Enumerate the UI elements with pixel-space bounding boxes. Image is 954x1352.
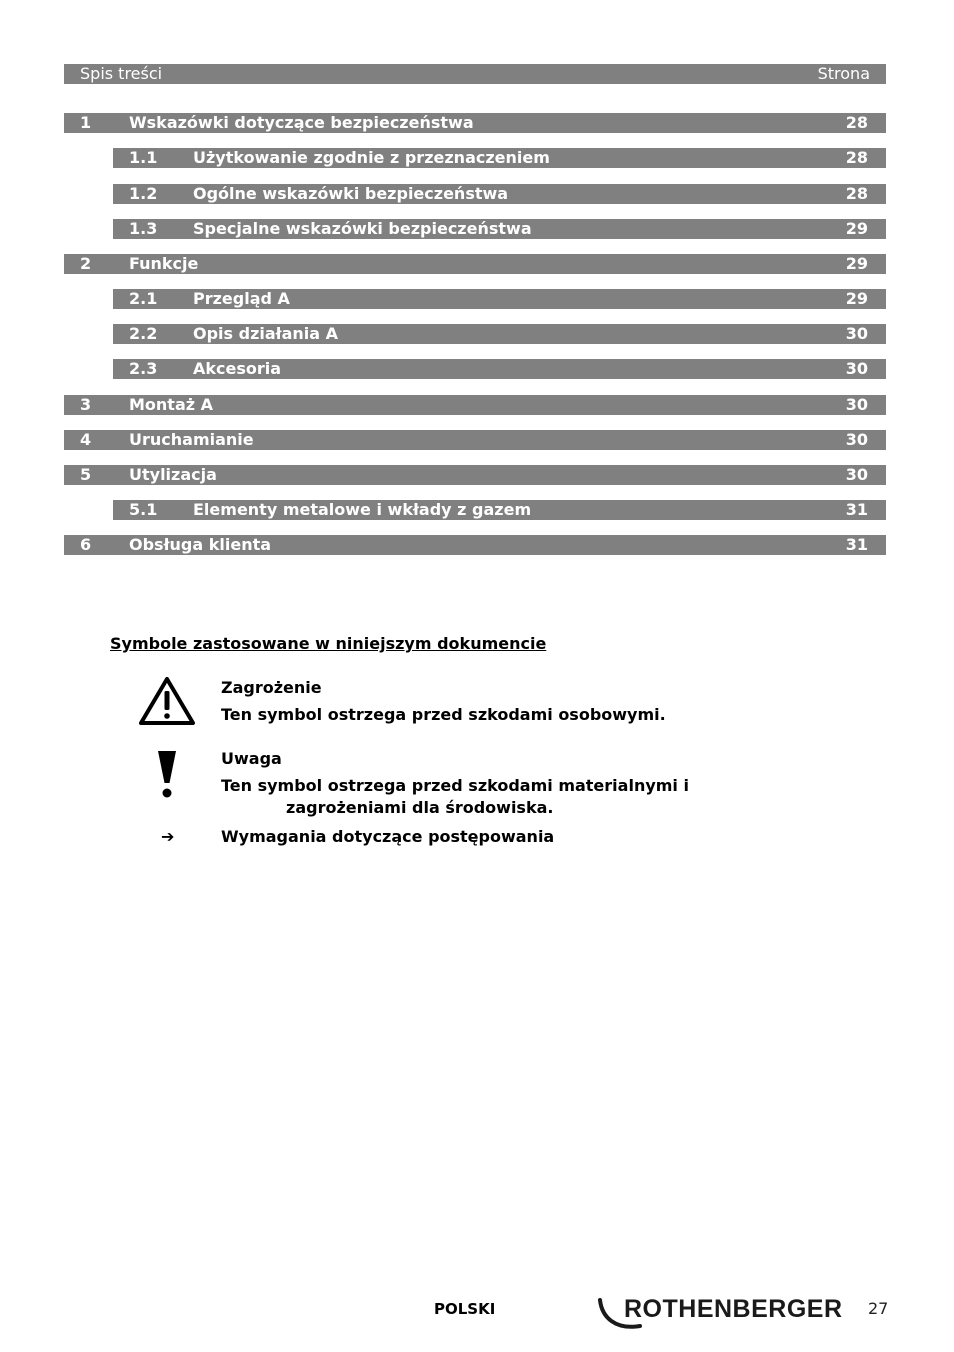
toc-subentry[interactable] bbox=[113, 219, 886, 239]
toc-subentry[interactable] bbox=[113, 148, 886, 168]
toc-subentry[interactable] bbox=[113, 500, 886, 520]
toc-entry-page: 30 bbox=[845, 359, 868, 378]
toc-entry-title: Montaż A bbox=[129, 395, 214, 414]
toc-subentry[interactable] bbox=[113, 289, 886, 309]
toc-entry-page: 30 bbox=[845, 395, 868, 414]
toc-entry-page: 29 bbox=[845, 254, 868, 273]
toc-header-title: Spis treści bbox=[80, 64, 163, 83]
action-requirements-text: Wymagania dotyczące postępowania bbox=[221, 827, 555, 846]
toc-entry-number: 2.3 bbox=[129, 359, 158, 378]
page-number: 27 bbox=[868, 1299, 889, 1318]
toc-header-page-label: Strona bbox=[817, 64, 870, 83]
toc-entry-page: 30 bbox=[845, 324, 868, 343]
toc-entry-title: Utylizacja bbox=[129, 465, 217, 484]
toc-entry-title: Elementy metalowe i wkłady z gazem bbox=[193, 500, 532, 519]
toc-entry-number: 2 bbox=[80, 254, 92, 273]
toc-entry-number: 6 bbox=[80, 535, 92, 554]
toc-entry-title: Akcesoria bbox=[193, 359, 282, 378]
toc-header bbox=[64, 64, 886, 84]
toc-subentry[interactable] bbox=[113, 324, 886, 344]
toc-subentry[interactable] bbox=[113, 359, 886, 379]
footer-language: POLSKI bbox=[434, 1300, 496, 1318]
symbols-heading: Symbole zastosowane w niniejszym dokumencie bbox=[110, 634, 547, 653]
toc-entry[interactable] bbox=[64, 430, 886, 450]
toc-entry-number: 1.2 bbox=[129, 184, 158, 203]
toc-entry-title: Obsługa klienta bbox=[129, 535, 272, 554]
warning-triangle-icon bbox=[138, 675, 196, 727]
toc-entry-title: Użytkowanie zgodnie z przeznaczeniem bbox=[193, 148, 550, 167]
toc-entry-number: 1.1 bbox=[129, 148, 158, 167]
toc-entry-page: 31 bbox=[845, 535, 868, 554]
exclamation-icon bbox=[155, 749, 179, 799]
toc-entry-page: 29 bbox=[845, 219, 868, 238]
toc-entry-number: 3 bbox=[80, 395, 92, 414]
toc-entry-title: Opis działania A bbox=[193, 324, 339, 343]
toc-entry-page: 28 bbox=[845, 113, 868, 132]
toc-entry-page: 30 bbox=[845, 430, 868, 449]
toc-entry-page: 28 bbox=[845, 148, 868, 167]
toc-entry-page: 28 bbox=[845, 184, 868, 203]
toc-entry-title: Ogólne wskazówki bezpieczeństwa bbox=[193, 184, 509, 203]
toc-entry-title: Specjalne wskazówki bezpieczeństwa bbox=[193, 219, 532, 238]
toc-entry-number: 1 bbox=[80, 113, 92, 132]
toc-entry-title: Przegląd A bbox=[193, 289, 290, 308]
toc-entry[interactable] bbox=[64, 113, 886, 133]
caution-description-line2: zagrożeniami dla środowiska. bbox=[286, 798, 554, 817]
toc-entry[interactable] bbox=[64, 465, 886, 485]
toc-entry[interactable] bbox=[64, 395, 886, 415]
toc-entry[interactable] bbox=[64, 254, 886, 274]
toc-entry-title: Wskazówki dotyczące bezpieczeństwa bbox=[129, 113, 474, 132]
toc-entry-number: 4 bbox=[80, 430, 92, 449]
danger-description: Ten symbol ostrzega przed szkodami osobowymi. bbox=[221, 705, 666, 724]
toc-entry-title: Uruchamianie bbox=[129, 430, 254, 449]
toc-entry-page: 31 bbox=[845, 500, 868, 519]
caution-description-line1: Ten symbol ostrzega przed szkodami materialnymi i bbox=[221, 776, 689, 795]
toc-entry-number: 2.2 bbox=[129, 324, 158, 343]
toc-entry-page: 29 bbox=[845, 289, 868, 308]
caution-title: Uwaga bbox=[221, 749, 282, 768]
toc-entry-number: 1.3 bbox=[129, 219, 158, 238]
toc-entry-number: 5.1 bbox=[129, 500, 158, 519]
danger-title: Zagrożenie bbox=[221, 678, 322, 697]
brand-logo-text: ROTHENBERGER bbox=[624, 1295, 843, 1323]
toc-entry-number: 2.1 bbox=[129, 289, 158, 308]
toc-entry-number: 5 bbox=[80, 465, 92, 484]
toc-entry[interactable] bbox=[64, 535, 886, 555]
toc-subentry[interactable] bbox=[113, 184, 886, 204]
toc-entry-page: 30 bbox=[845, 465, 868, 484]
arrow-right-icon: ➔ bbox=[161, 827, 175, 846]
toc-entry-title: Funkcje bbox=[129, 254, 199, 273]
